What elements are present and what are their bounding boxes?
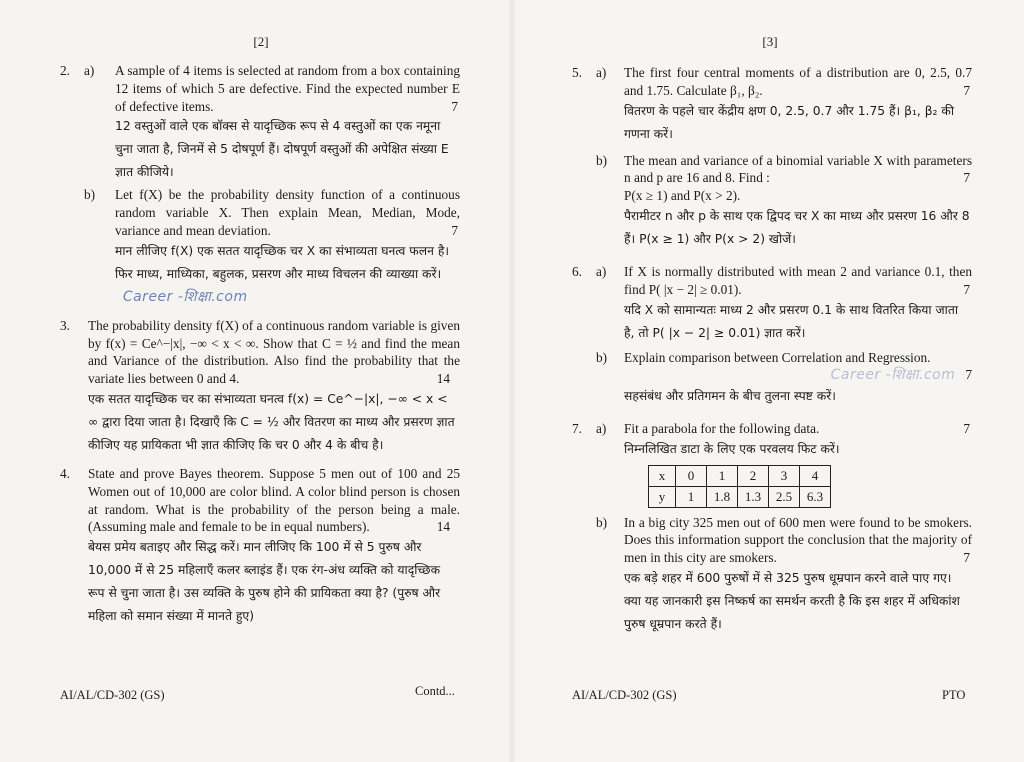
- question-text-en: [624, 64, 972, 100]
- table-cell: 0: [676, 465, 707, 486]
- table-row: [649, 465, 831, 486]
- sub-label: a): [596, 65, 607, 80]
- watermark-line: [624, 366, 972, 385]
- question-number: 3.: [60, 317, 70, 333]
- question-text-en: [88, 317, 460, 388]
- question-6b: [572, 349, 972, 409]
- marks: 14: [436, 371, 450, 387]
- table-cell: 1.8: [707, 486, 738, 507]
- question-5b: [572, 152, 972, 251]
- table-cell: 3: [769, 465, 800, 486]
- question-6: [572, 263, 972, 408]
- question-2: [60, 62, 460, 309]
- question-text-hi: सहसंबंध और प्रतिगमन के बीच तुलना स्पष्ट करें।: [624, 389, 836, 404]
- page-number-left: [2]: [253, 34, 269, 49]
- question-text-hi: [115, 240, 460, 309]
- question-text-hi: वितरण के पहले चार केंद्रीय क्षण 0, 2.5, 0.7 और 1.75 हैं। β₁, β₂ की गणना करें।: [624, 103, 955, 141]
- sub-label: a): [596, 263, 607, 279]
- marks: 7: [451, 98, 458, 114]
- question-7a: [572, 420, 972, 507]
- footer-code-left: AI/AL/CD-302 (GS): [60, 688, 165, 702]
- page-fold: [508, 0, 516, 762]
- question-7b: [572, 514, 972, 636]
- page-number-right: [3]: [762, 34, 778, 49]
- table-cell: 1: [707, 465, 738, 486]
- footer-contd: Contd...: [415, 684, 455, 698]
- text: मान लीजिए f(X) एक सतत यादृच्छिक चर X का संभाव्यता घनत्व फलन है। फिर माध्य, माध्यिका, बहुलक, प्रसरण और माध्य विचलन की व्याख्या करें।: [115, 243, 450, 281]
- sub-label: a): [596, 421, 607, 437]
- table-cell: 2: [738, 465, 769, 486]
- question-number: 2.: [60, 63, 70, 78]
- table-header-cell: x: [649, 465, 676, 486]
- marks: 14: [436, 519, 450, 535]
- left-column: [60, 62, 460, 628]
- table-cell: 2.5: [769, 486, 800, 507]
- question-text-en: [624, 263, 972, 299]
- question-2b: [60, 186, 460, 308]
- watermark: Career -शिक्षा.com: [830, 367, 956, 384]
- table-row: [649, 486, 831, 507]
- marks: 7: [963, 421, 970, 437]
- question-text-en: Explain comparison between Correlation and Regression.: [624, 349, 931, 365]
- question-2a: [60, 62, 460, 184]
- marks: 7: [451, 222, 458, 238]
- question-text-hi: पैरामीटर n और p के साथ एक द्विपद चर X का माध्य और प्रसरण 16 और 8 हैं। P(x ≥ 1) और P(x > 2) खोजें।: [624, 208, 970, 246]
- question-4: [60, 465, 460, 628]
- question-text-hi: 12 वस्तुओं वाले एक बॉक्स से यादृच्छिक रूप से 4 वस्तुओं का एक नमूना चुना जाता है, जिनमें से 5 दोषपूर्ण हैं। दोषपूर्ण वस्तुओं की अपेक्षित संख्या E ज्ञात कीजिये।: [115, 119, 449, 180]
- question-number: 6.: [572, 263, 582, 279]
- right-column: [572, 64, 972, 636]
- text: Fit a parabola for the following data.: [624, 421, 820, 437]
- sub-label: b): [596, 152, 608, 168]
- sub-label: b): [596, 514, 608, 530]
- footer-pto: PTO: [942, 688, 966, 702]
- question-text-en: [624, 420, 972, 438]
- question-text-en-2: P(x ≥ 1) and P(x > 2).: [624, 188, 741, 204]
- sub-label: a): [84, 63, 95, 78]
- question-6a: [572, 263, 972, 345]
- question-5: [572, 64, 972, 251]
- question-number: 5.: [572, 65, 582, 80]
- sub-label: b): [84, 187, 96, 203]
- question-text-hi: एक बड़े शहर में 600 पुरुषों में से 325 पुरुष धूम्रपान करने वाले पाए गए। क्या यह जानकारी इस निष्कर्ष का समर्थन करती है कि इस शहर में अधिकांश पुरुष धूम्रपान करते हैं।: [624, 570, 960, 631]
- text: In a big city 325 men out of 600 men were found to be smokers. Does this information support the conclusion that the majority of men in this city are smokers.: [624, 514, 972, 566]
- question-text-en: [115, 186, 460, 239]
- table-cell: 1: [676, 486, 707, 507]
- watermark: Career -शिक्षा.com: [122, 288, 248, 305]
- question-text-hi: एक सतत यादृच्छिक चर का संभाव्यता घनत्व f(x) = Ce^−|x|, −∞ < x < ∞ द्वारा दिया जाता है। दिखाएँ कि C = ½ और वितरण का माध्य और प्रसरण ज्ञात कीजिए यह प्रायिकता भी ज्ञात कीजिए कि चर 0 और 4 के बीच है।: [88, 391, 455, 452]
- question-text-en: [624, 514, 972, 567]
- question-text-en: [88, 465, 460, 536]
- text: The probability density f(X) of a continuous random variable is given by f(x) = Ce^−|x|, −∞ < x < ∞. Show that C = ½ and find the mean and Variance of the distribution. Also find the probability that the variate lies between 0 and 4.: [88, 317, 460, 387]
- data-table: [648, 465, 831, 508]
- text: If X is normally distributed with mean 2 and variance 0.1, then find P( |x − 2| ≥ 0.01).: [624, 263, 972, 297]
- marks: 7: [963, 550, 970, 566]
- question-text-en: [624, 152, 972, 188]
- marks: 7: [963, 170, 970, 186]
- sub-label: b): [596, 349, 608, 365]
- question-text-en: [115, 62, 460, 115]
- table-cell: 4: [800, 465, 831, 486]
- text: State and prove Bayes theorem. Suppose 5 men out of 100 and 25 Women out of 10,000 are color blind. A color blind person is chosen at random. What is the probability of the person being a male. (Assuming male and female to be in equal numbers).: [88, 465, 460, 535]
- marks: 7: [963, 281, 970, 297]
- question-text-hi: यदि X को सामान्यतः माध्य 2 और प्रसरण 0.1 के साथ वितरित किया जाता है, तो P( |x − 2| ≥ 0.01) ज्ञात करें।: [624, 302, 959, 340]
- question-number: 4.: [60, 465, 70, 481]
- table-cell: 1.3: [738, 486, 769, 507]
- table-cell: 6.3: [800, 486, 831, 507]
- marks: 7: [963, 82, 970, 98]
- table-header-cell: y: [649, 486, 676, 507]
- question-text-hi: बेयस प्रमेय बताइए और सिद्ध करें। मान लीजिए कि 100 में से 5 पुरुष और 10,000 में से 25 महिलाएँ कलर ब्लाइंड हैं। एक रंग-अंध व्यक्ति को यादृच्छिक रूप से चुना जाता है। उस व्यक्ति के पुरुष होने की प्रायिकता क्या है? (पुरुष और महिला को समान संख्या में मानते हुए): [88, 540, 441, 624]
- text: The first four central moments of a distribution are 0, 2.5, 0.7 and 1.75. Calculate β₁, β₂.: [624, 65, 972, 98]
- question-text-hi: निम्नलिखित डाटा के लिए एक परवलय फिट करें।: [624, 441, 840, 456]
- footer-code-right: AI/AL/CD-302 (GS): [572, 688, 677, 702]
- question-3: [60, 317, 460, 457]
- marks: 7: [965, 367, 972, 383]
- text: The mean and variance of a binomial variable X with parameters n and p are 16 and 8. Find :: [624, 152, 972, 186]
- question-5a: [572, 64, 972, 146]
- question-number: 7.: [572, 421, 582, 437]
- text: A sample of 4 items is selected at random from a box containing 12 items of which 5 are defective. Find the expected number E of defective items.: [115, 63, 460, 114]
- text: Let f(X) be the probability density function of a continuous random variable X. Then explain Mean, Median, Mode, variance and mean deviation.: [115, 187, 460, 238]
- question-7: [572, 420, 972, 636]
